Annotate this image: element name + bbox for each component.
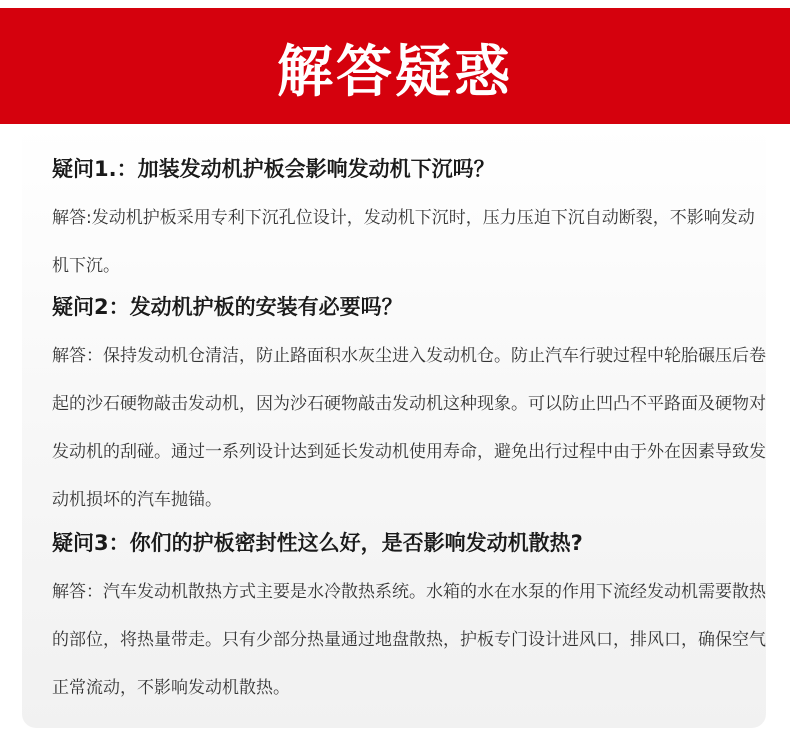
faq-item-1 <box>52 154 767 290</box>
header-banner <box>0 8 790 124</box>
faq-item-2 <box>52 292 767 524</box>
faq-item-3 <box>52 528 767 712</box>
faq-answer-2: 解答：保持发动机仓清洁，防止路面积水灰尘进入发动机仓。防止汽车行驶过程中轮胎碾压后卷起的沙石硬物敲击发动机，因为沙石硬物敲击发动机这种现象。可以防止凹凸不平路面及硬物对发动机的刮碰。通过一系列设计达到延长发动机使用寿命，避免出行过程中由于外在因素导致发动机损坏的汽车抛锚。 <box>52 346 766 510</box>
faq-answer-1: 解答:发动机护板采用专利下沉孔位设计，发动机下沉时，压力压迫下沉自动断裂，不影响发动机下沉。 <box>52 208 755 276</box>
faq-answer-3: 解答：汽车发动机散热方式主要是水冷散热系统。水箱的水在水泵的作用下流经发动机需要散热的部位，将热量带走。只有少部分热量通过地盘散热，护板专门设计进风口，排风口，确保空气正常流动，不影响发动机散热。 <box>52 582 766 698</box>
faq-question-1: 疑问1.：加装发动机护板会影响发动机下沉吗？ <box>52 157 495 181</box>
faq-question-3: 疑问3：你们的护板密封性这么好，是否影响发动机散热? <box>52 531 583 555</box>
page-title: 解答疑惑 <box>277 40 513 105</box>
faq-card <box>22 124 766 728</box>
faq-question-2: 疑问2：发动机护板的安装有必要吗？ <box>52 295 403 319</box>
